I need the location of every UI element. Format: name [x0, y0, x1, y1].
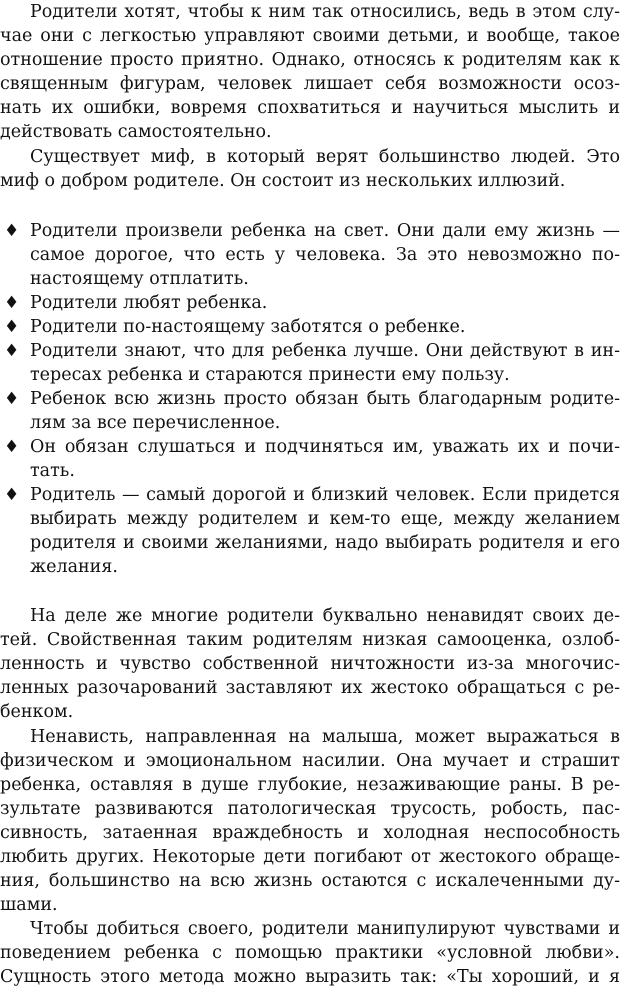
text-line: тей. Свойственная таким родителям низкая самооценка, озлоб- — [0, 630, 620, 650]
diamond-bullet-icon: ♦ — [4, 293, 20, 313]
text-line: ребенка, оставляя в душе глубокие, незаживающие раны. В ре- — [0, 775, 620, 795]
text-line: Ребенок всю жизнь просто обязан быть благодарным родите- — [30, 389, 620, 409]
text-line: тересах ребенка и стараются принести ему пользу. — [30, 365, 510, 385]
text-line: ленность и чувство собственной ничтожности из-за многочис- — [0, 654, 620, 674]
diamond-bullet-icon: ♦ — [4, 437, 20, 457]
text-line: физическом и эмоциональном насилии. Она мучает и страшит — [0, 751, 620, 771]
text-line: миф о добром родителе. Он состоит из нескольких иллюзий. — [0, 171, 566, 191]
text-line: Родители по-настоящему заботятся о ребенке. — [30, 317, 466, 337]
text-line: Ненависть, направленная на малыша, может выражаться в — [30, 727, 620, 747]
text-line: шами. — [0, 895, 58, 915]
text-line: выбирать между родителем и кем-то еще, между желанием — [30, 509, 620, 529]
text-line: тать. — [30, 461, 75, 481]
text-line: бенком. — [0, 702, 74, 722]
text-line: Существует миф, в который верят большинство людей. Это — [30, 147, 620, 167]
text-line: настоящему отплатить. — [30, 269, 249, 289]
text-line: ленных разочарований заставляют их жестоко обращаться с ре- — [0, 678, 620, 698]
text-line: любить других. Некоторые дети погибают от жестокого обраще- — [0, 847, 620, 867]
text-line: нать их ошибки, вовремя спохватиться и научиться мыслить и — [0, 98, 620, 118]
diamond-bullet-icon: ♦ — [4, 485, 20, 505]
text-line: Он обязан слушаться и подчиняться им, уважать их и почи- — [30, 437, 620, 457]
text-line: желания. — [30, 557, 118, 577]
diamond-bullet-icon: ♦ — [4, 317, 20, 337]
text-line: родителя и своими желаниями, надо выбирать родителя и его — [30, 533, 620, 553]
text-line: Родители произвели ребенка на свет. Они дали ему жизнь — — [30, 221, 620, 241]
text-line: Родители любят ребенка. — [30, 293, 268, 313]
text-line: отношение просто приятно. Однако, относясь к родителям как к — [0, 50, 620, 70]
text-line: Родители хотят, чтобы к ним так относились, ведь в этом слу- — [30, 2, 620, 22]
text-line: На деле же многие родители буквально ненавидят своих де- — [30, 606, 620, 626]
diamond-bullet-icon: ♦ — [4, 389, 20, 409]
diamond-bullet-icon: ♦ — [4, 221, 20, 241]
text-line: Родители знают, что для ребенка лучше. Они действуют в ин- — [30, 341, 620, 361]
text-line: зультате развиваются патологическая трусость, робость, пас- — [0, 799, 620, 819]
text-line: Родитель — самый дорогой и близкий человек. Если придется — [30, 485, 620, 505]
text-line: Сущность этого метода можно выразить так: «Ты хороший, и я — [0, 967, 620, 987]
text-line: самое дорогое, что есть у человека. За это невозможно по- — [30, 245, 620, 265]
text-line: чае они с легкостью управляют своими детьми, и вообще, такое — [0, 26, 620, 46]
text-line: сивность, затаенная враждебность и холодная неспособность — [0, 823, 620, 843]
text-line: лям за все перечисленное. — [30, 413, 281, 433]
diamond-bullet-icon: ♦ — [4, 341, 20, 361]
text-line: поведением ребенка с помощью практики «условной любви». — [0, 943, 620, 963]
text-line: священным фигурам, человек лишает себя возможности осоз- — [0, 74, 620, 94]
text-line: ния, большинство на всю жизнь остаются с искалеченными ду- — [0, 871, 620, 891]
text-line: действовать самостоятельно. — [0, 122, 272, 142]
text-line: Чтобы добиться своего, родители манипулируют чувствами и — [30, 919, 620, 939]
